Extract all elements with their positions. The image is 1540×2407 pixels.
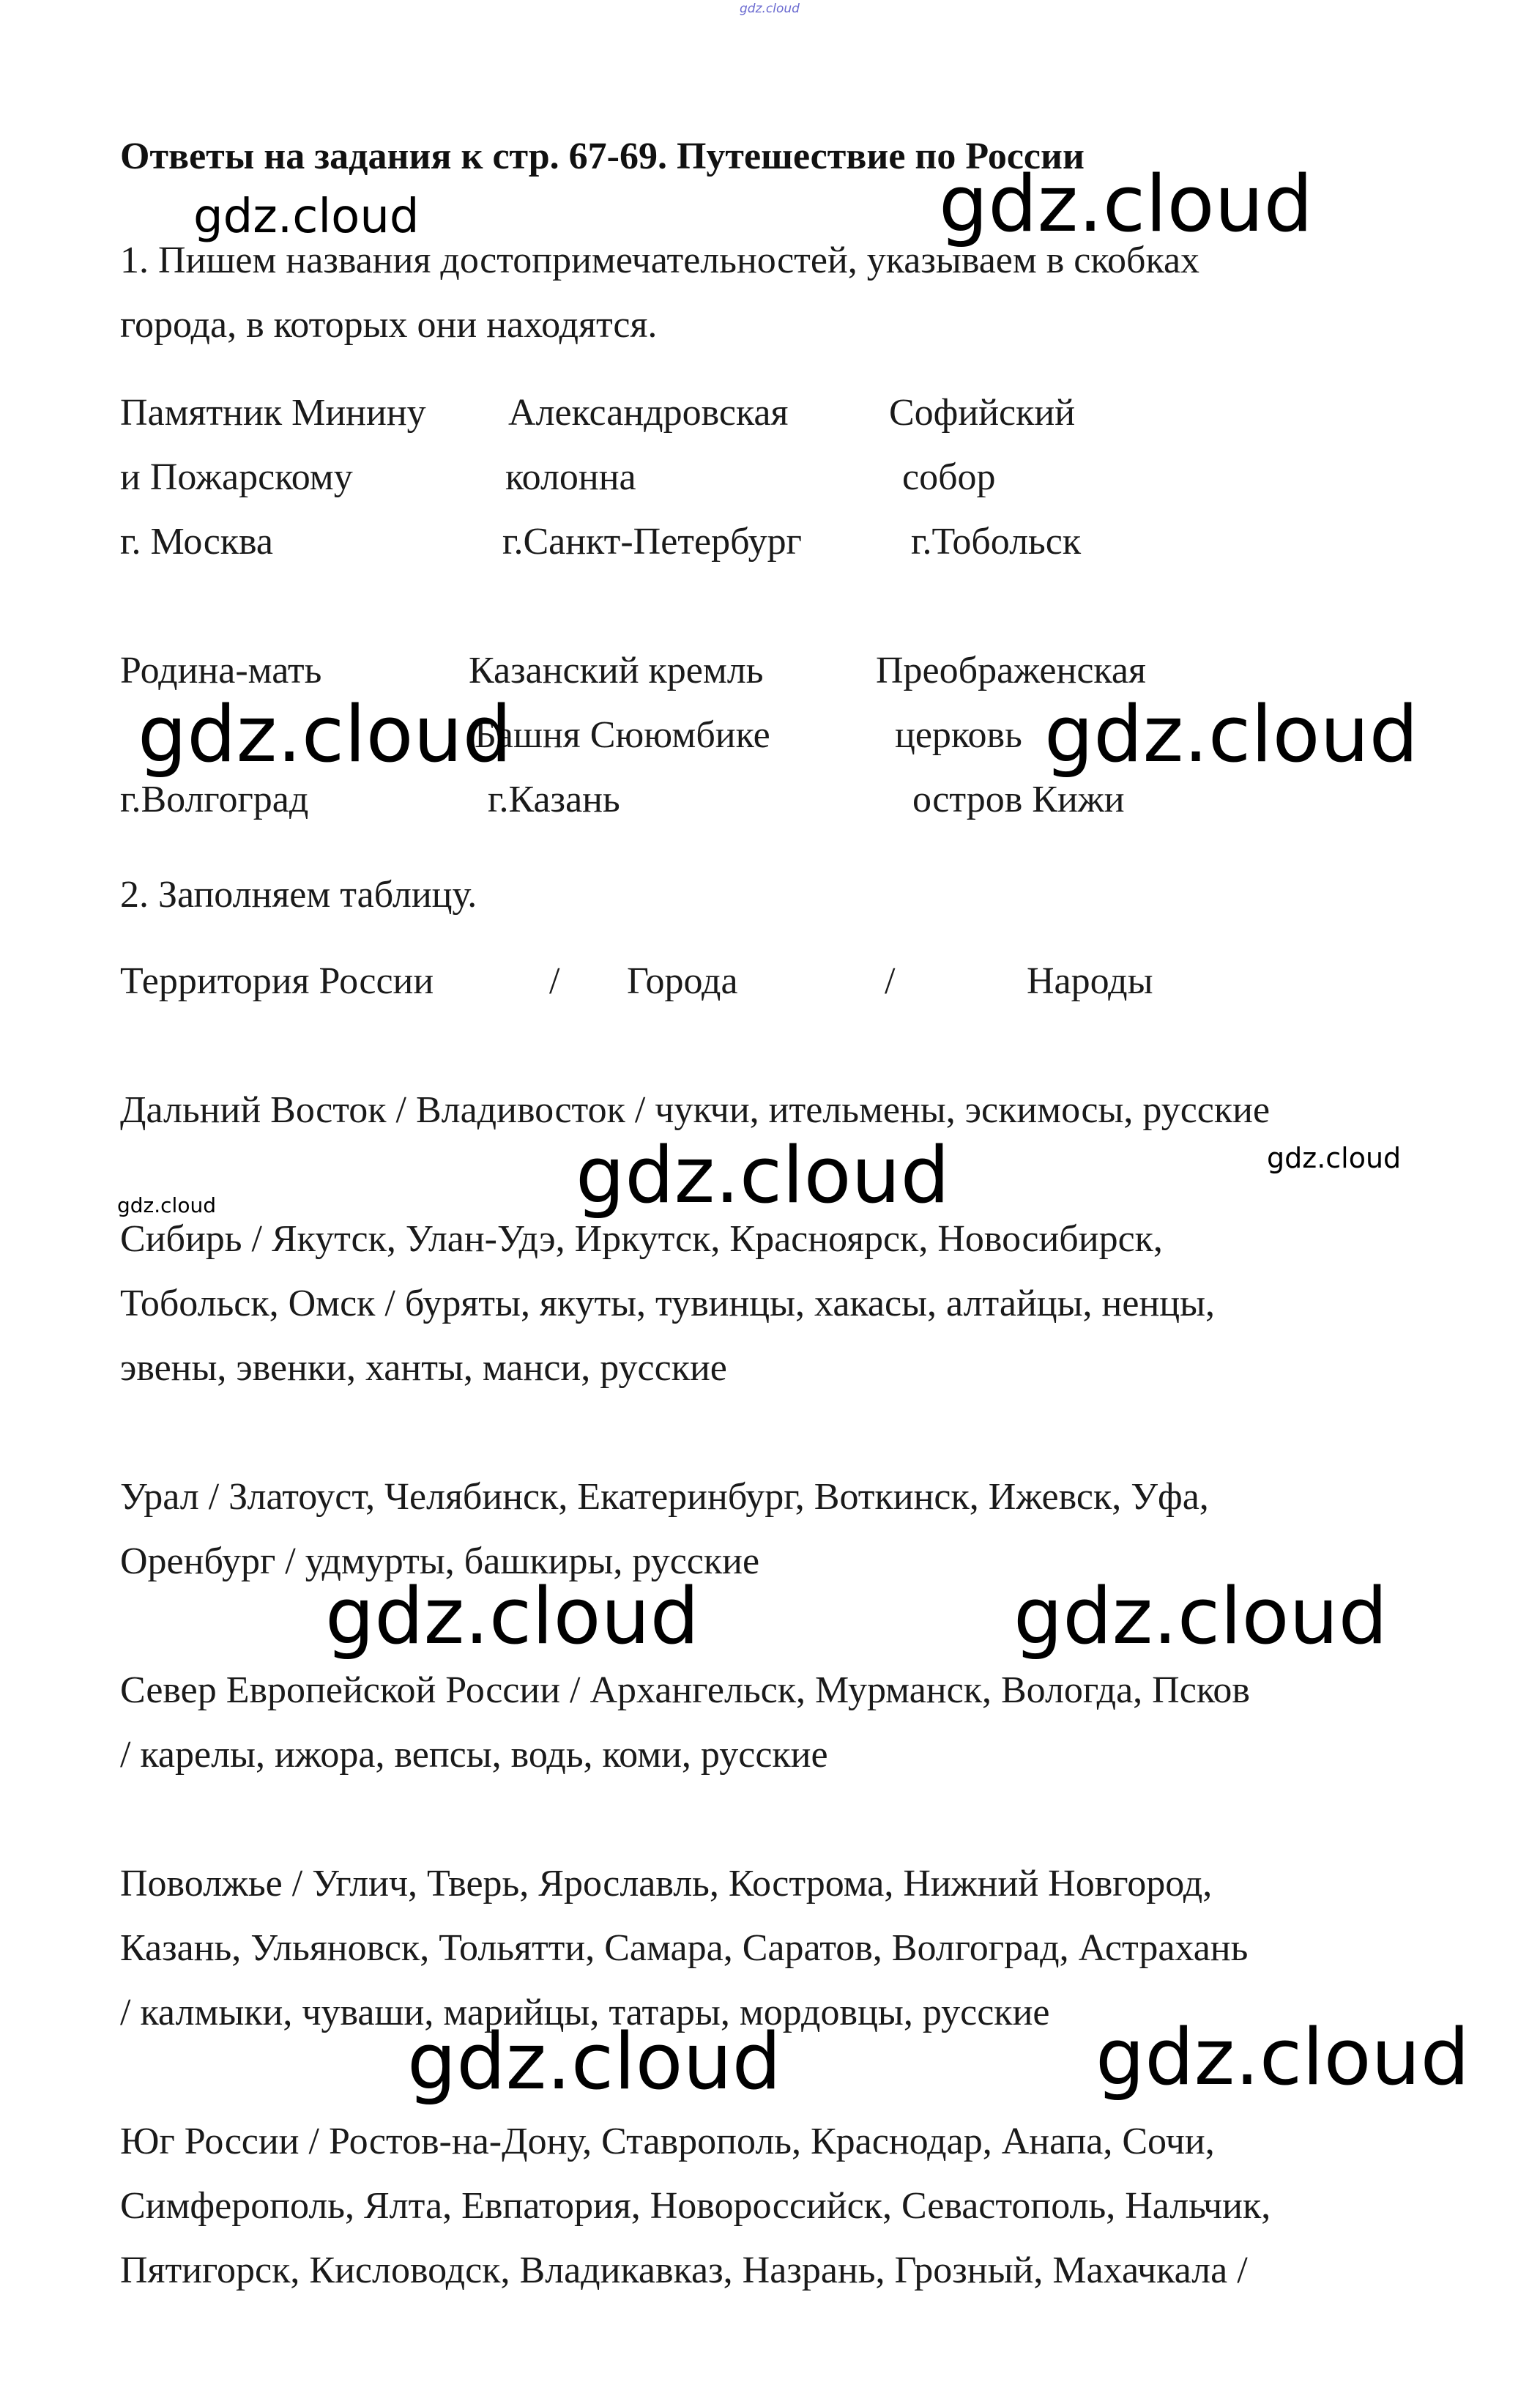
table-row-south: Пятигорск, Кисловодск, Владикавказ, Назрань, Грозный, Махачкала /	[120, 2250, 1248, 2291]
landmark-name: Памятник Минину	[120, 392, 426, 434]
table-row-far-east: Дальний Восток / Владивосток / чукчи, ительмены, эскимосы, русские	[120, 1089, 1271, 1131]
watermark: gdz.cloud	[117, 1193, 216, 1217]
landmark-city: г.Волгоград	[120, 779, 309, 820]
table-row-north: Север Европейской России / Архангельск, Мурманск, Вологда, Псков	[120, 1669, 1250, 1711]
landmark-city: остров Кижи	[912, 779, 1125, 820]
watermark: gdz.cloud	[1044, 689, 1418, 779]
watermark: gdz.cloud	[1267, 1142, 1402, 1174]
landmark-city: г. Москва	[120, 521, 273, 563]
task1-intro-line1: 1. Пишем названия достопримечательностей, указываем в скобках	[120, 240, 1200, 281]
landmark-city: г.Казань	[488, 779, 620, 820]
table-header-peoples: Народы	[1027, 960, 1153, 1002]
table-row-siberia: эвены, эвенки, ханты, манси, русские	[120, 1347, 727, 1389]
landmark-name: и Пожарскому	[120, 456, 353, 498]
table-row-ural: Оренбург / удмурты, башкиры, русские	[120, 1540, 760, 1582]
watermark: gdz.cloud	[193, 190, 420, 244]
watermark: gdz.cloud	[1013, 1571, 1388, 1661]
watermark: gdz.cloud	[939, 159, 1313, 249]
watermark: gdz.cloud	[138, 689, 512, 779]
landmark-name: собор	[902, 456, 996, 498]
table-row-north: / карелы, ижора, вепсы, водь, коми, русские	[120, 1734, 828, 1776]
table-header-territory: Территория России	[120, 960, 434, 1002]
task2-intro: 2. Заполняем таблицу.	[120, 874, 477, 916]
landmark-city: г.Тобольск	[911, 521, 1082, 563]
table-row-south: Юг России / Ростов-на-Дону, Ставрополь, Краснодар, Анапа, Сочи,	[120, 2121, 1215, 2162]
task1-intro-line2: города, в которых они находятся.	[120, 304, 658, 346]
page-title: Ответы на задания к стр. 67-69. Путешествие по России	[120, 136, 1085, 177]
watermark: gdz.cloud	[576, 1130, 950, 1220]
landmark-name: Башня Сююмбике	[475, 714, 770, 756]
landmark-name: колонна	[505, 456, 636, 498]
table-row-ural: Урал / Златоуст, Челябинск, Екатеринбург, Воткинск, Ижевск, Уфа,	[120, 1476, 1209, 1518]
table-row-volga: / калмыки, чуваши, марийцы, татары, мордовцы, русские	[120, 1992, 1050, 2033]
landmark-name: Софийский	[889, 392, 1076, 434]
table-header-separator: /	[885, 960, 896, 1002]
landmark-city: г.Санкт-Петербург	[502, 521, 802, 563]
landmark-name: Казанский кремль	[469, 650, 764, 691]
table-row-south: Симферополь, Ялта, Евпатория, Новороссийск, Севастополь, Нальчик,	[120, 2185, 1271, 2227]
table-header-separator: /	[549, 960, 560, 1002]
watermark: gdz.cloud	[1096, 2012, 1470, 2102]
table-row-volga: Поволжье / Углич, Тверь, Ярославль, Кострома, Нижний Новгород,	[120, 1863, 1213, 1905]
watermark: gdz.cloud	[325, 1571, 699, 1661]
table-header-cities: Города	[627, 960, 738, 1002]
landmark-name: церковь	[895, 714, 1022, 756]
watermark: gdz.cloud	[407, 2017, 781, 2107]
landmark-name: Родина-мать	[120, 650, 322, 691]
landmark-name: Преображенская	[876, 650, 1146, 691]
landmark-name: Александровская	[508, 392, 789, 434]
table-row-siberia: Сибирь / Якутск, Улан-Удэ, Иркутск, Красноярск, Новосибирск,	[120, 1218, 1163, 1260]
table-row-siberia: Тобольск, Омск / буряты, якуты, тувинцы, хакасы, алтайцы, ненцы,	[120, 1283, 1216, 1324]
top-watermark: gdz.cloud	[740, 1, 800, 16]
table-row-volga: Казань, Ульяновск, Тольятти, Самара, Саратов, Волгоград, Астрахань	[120, 1927, 1249, 1969]
